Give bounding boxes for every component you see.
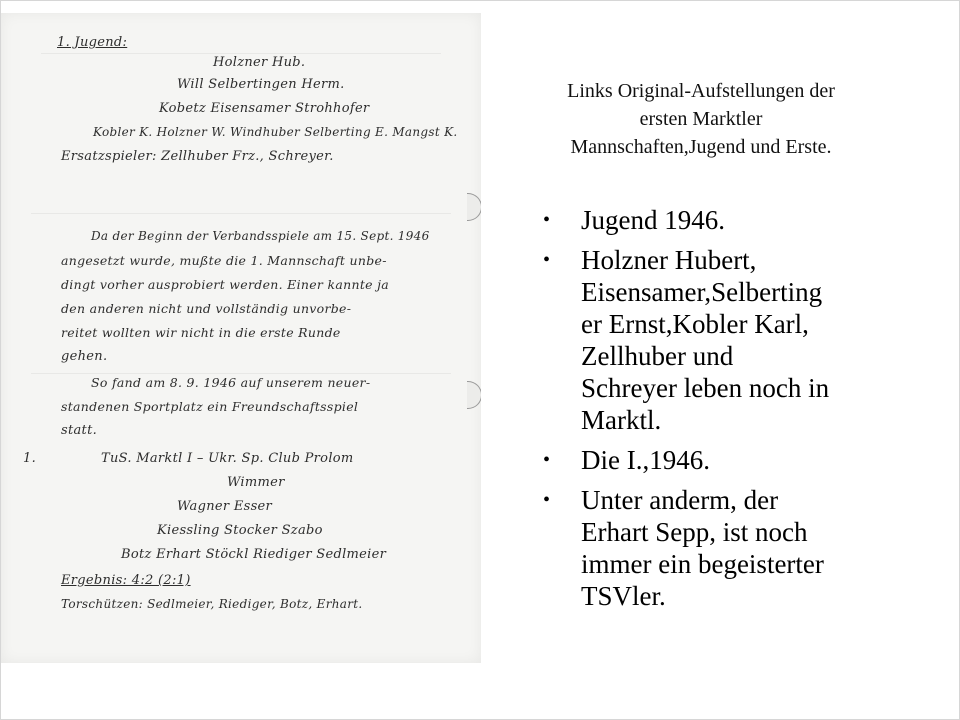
slide-caption xyxy=(506,77,896,161)
caption-line: ersten Marktler xyxy=(639,108,763,130)
scan-line: Da der Beginn der Verbandsspiele am 15. Sept. 1946 xyxy=(91,229,430,243)
bullet-text: Die I.,1946. xyxy=(581,445,710,475)
scan-line: 1. Jugend: xyxy=(57,35,128,50)
bullet-text: Jugend 1946. xyxy=(581,205,725,235)
scan-line: Torschützen: Sedlmeier, Riediger, Botz, Erhart. xyxy=(61,597,363,611)
bullet-item xyxy=(541,204,901,236)
bullet-item xyxy=(541,244,901,436)
punch-hole xyxy=(467,381,481,409)
caption-line: Links Original-Aufstellungen der xyxy=(567,80,835,102)
bullet-text: TSVler. xyxy=(581,581,666,611)
scan-line: Kobetz Eisensamer Strohhofer xyxy=(159,101,370,116)
scan-line: dingt vorher ausprobiert werden. Einer kannte ja xyxy=(61,277,390,292)
bullet-text: immer ein begeisterter xyxy=(581,549,824,579)
scan-line: den anderen nicht und vollständig unvorbe- xyxy=(61,301,352,316)
bullet-text: Eisensamer,Selberting xyxy=(581,277,823,307)
scan-line: Holzner Hub. xyxy=(213,55,306,70)
scan-line: Kobler K. Holzner W. Windhuber Selberting E. Mangst K. xyxy=(93,125,458,139)
scan-line: Ergebnis: 4:2 (2:1) xyxy=(61,573,191,588)
bullet-text: Zellhuber und xyxy=(581,341,734,371)
scan-line: standenen Sportplatz ein Freundschaftsspiel xyxy=(61,399,359,414)
bullet-text: Unter anderm, der xyxy=(581,485,779,515)
scan-line: Ersatzspieler: Zellhuber Frz., Schreyer. xyxy=(61,149,334,164)
scan-line: 1. xyxy=(23,451,37,466)
bullet-text: Marktl. xyxy=(581,405,662,435)
bullet-item xyxy=(541,444,901,476)
bullet-dot: • xyxy=(543,449,551,471)
bullet-item xyxy=(541,484,901,612)
punch-hole xyxy=(467,193,481,221)
scanned-handwritten-page xyxy=(1,13,481,663)
scan-line: Will Selbertingen Herm. xyxy=(177,77,345,92)
scan-line: gehen. xyxy=(61,349,108,364)
bullet-dot: • xyxy=(543,489,551,511)
bullet-text: Schreyer leben noch in xyxy=(581,373,830,403)
bullet-text: Holzner Hubert, xyxy=(581,245,757,275)
bullet-text: Erhart Sepp, ist noch xyxy=(581,517,808,547)
bullet-dot: • xyxy=(543,249,551,271)
bullet-text: er Ernst,Kobler Karl, xyxy=(581,309,809,339)
scan-line: statt. xyxy=(61,423,98,438)
scan-line: Botz Erhart Stöckl Riediger Sedlmeier xyxy=(121,547,387,562)
caption-line: Mannschaften,Jugend und Erste. xyxy=(570,136,832,158)
scan-line: angesetzt wurde, mußte die 1. Mannschaft unbe- xyxy=(61,253,387,268)
scan-line: reitet wollten wir nicht in die erste Runde xyxy=(61,325,341,340)
scan-line: TuS. Marktl I – Ukr. Sp. Club Prolom xyxy=(101,451,354,466)
scan-line: Wagner Esser xyxy=(177,499,273,514)
bullet-list xyxy=(541,204,901,620)
scan-line: Kiessling Stocker Szabo xyxy=(157,523,323,538)
bullet-dot: • xyxy=(543,209,551,231)
scan-line: Wimmer xyxy=(227,475,285,490)
scan-line: So fand am 8. 9. 1946 auf unserem neuer- xyxy=(91,375,371,390)
